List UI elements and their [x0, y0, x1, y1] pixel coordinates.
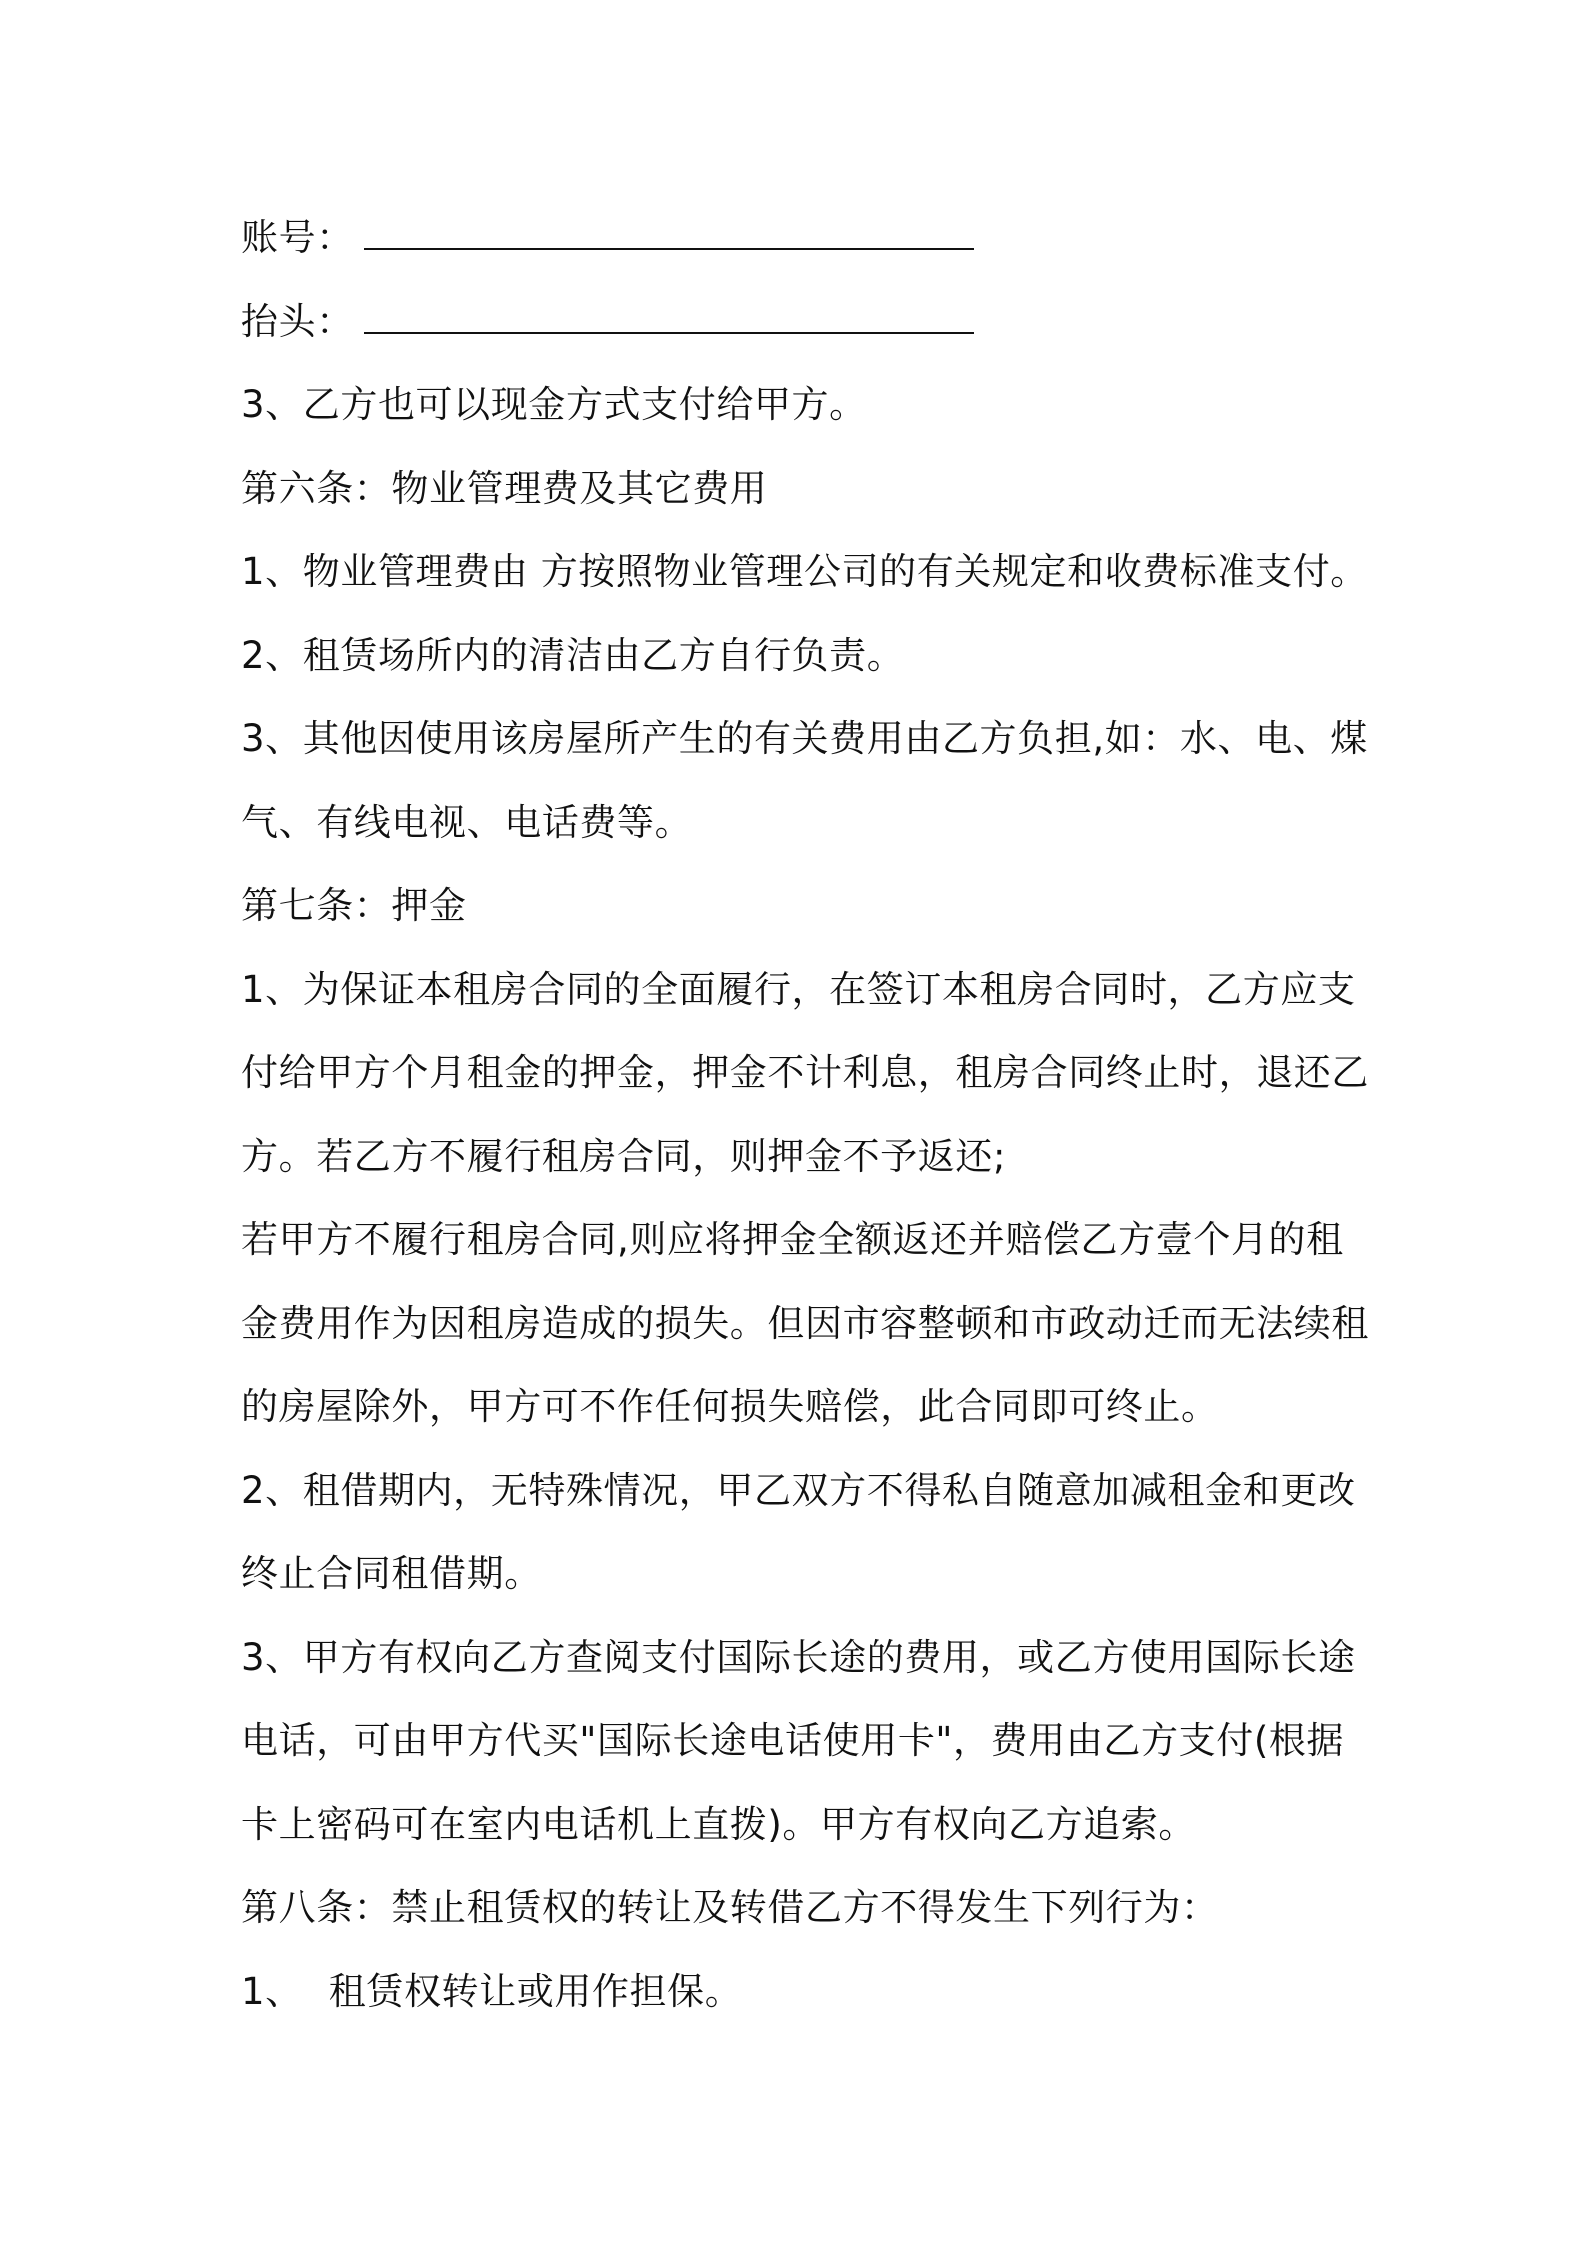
payee-title-blank [364, 292, 974, 334]
article-heading-6: 第六条：物业管理费及其它费用 [241, 466, 768, 510]
item-number: 1、 [241, 1969, 303, 2013]
paragraph-line: 方。若乙方不履行租房合同，则押金不予返还; [241, 1134, 1007, 1178]
item-text: 租赁权转让或用作担保。 [328, 1969, 743, 2013]
paragraph-line: 卡上密码可在室内电话机上直拨)。甲方有权向乙方追索。 [241, 1802, 1197, 1846]
paragraph-line: 1、物业管理费由 方按照物业管理公司的有关规定和收费标准支付。 [241, 550, 1368, 593]
paragraph-line: 终止合同租借期。 [241, 1552, 542, 1595]
paragraph-line: 付给甲方个月租金的押金，押金不计利息，租房合同终止时，退还乙 [241, 1051, 1369, 1094]
paragraph-line: 的房屋除外，甲方可不作任何损失赔偿，此合同即可终止。 [241, 1385, 1219, 1428]
paragraph-line: 电话，可由甲方代买"国际长途电话使用卡"，费用由乙方支付(根据 [241, 1719, 1345, 1762]
paragraph-line: 金费用作为因租房造成的损失。但因市容整顿和市政动迁而无法续租 [241, 1301, 1369, 1345]
paragraph-line: 1、为保证本租房合同的全面履行，在签订本租房合同时，乙方应支 [241, 967, 1356, 1011]
article-heading-7: 第七条：押金 [241, 884, 467, 927]
paragraph-line: 3、乙方也可以现金方式支付给甲方。 [241, 383, 867, 426]
paragraph-line: 气、有线电视、电话费等。 [241, 800, 693, 844]
payee-title-line [241, 280, 1361, 364]
paragraph-line: 若甲方不履行租房合同,则应将押金全额返还并赔偿乙方壹个月的租 [241, 1218, 1344, 1261]
document-body [241, 196, 1369, 2033]
account-number-blank [364, 208, 974, 250]
paragraph-line: 2、租赁场所内的清洁由乙方自行负责。 [241, 633, 905, 677]
paragraph-line: 2、租借期内，无特殊情况，甲乙双方不得私自随意加减租金和更改 [241, 1468, 1356, 1512]
numbered-item [241, 1950, 1361, 2034]
paragraph-line: 3、其他因使用该房屋所产生的有关费用由乙方负担,如：水、电、煤 [241, 717, 1368, 760]
paragraph-line: 3、甲方有权向乙方查阅支付国际长途的费用，或乙方使用国际长途 [241, 1635, 1356, 1679]
account-number-label: 账号： [241, 216, 354, 259]
payee-title-label: 抬头： [241, 299, 354, 343]
account-number-line [241, 196, 1361, 280]
article-heading-8: 第八条：禁止租赁权的转让及转借乙方不得发生下列行为： [241, 1886, 1219, 1929]
